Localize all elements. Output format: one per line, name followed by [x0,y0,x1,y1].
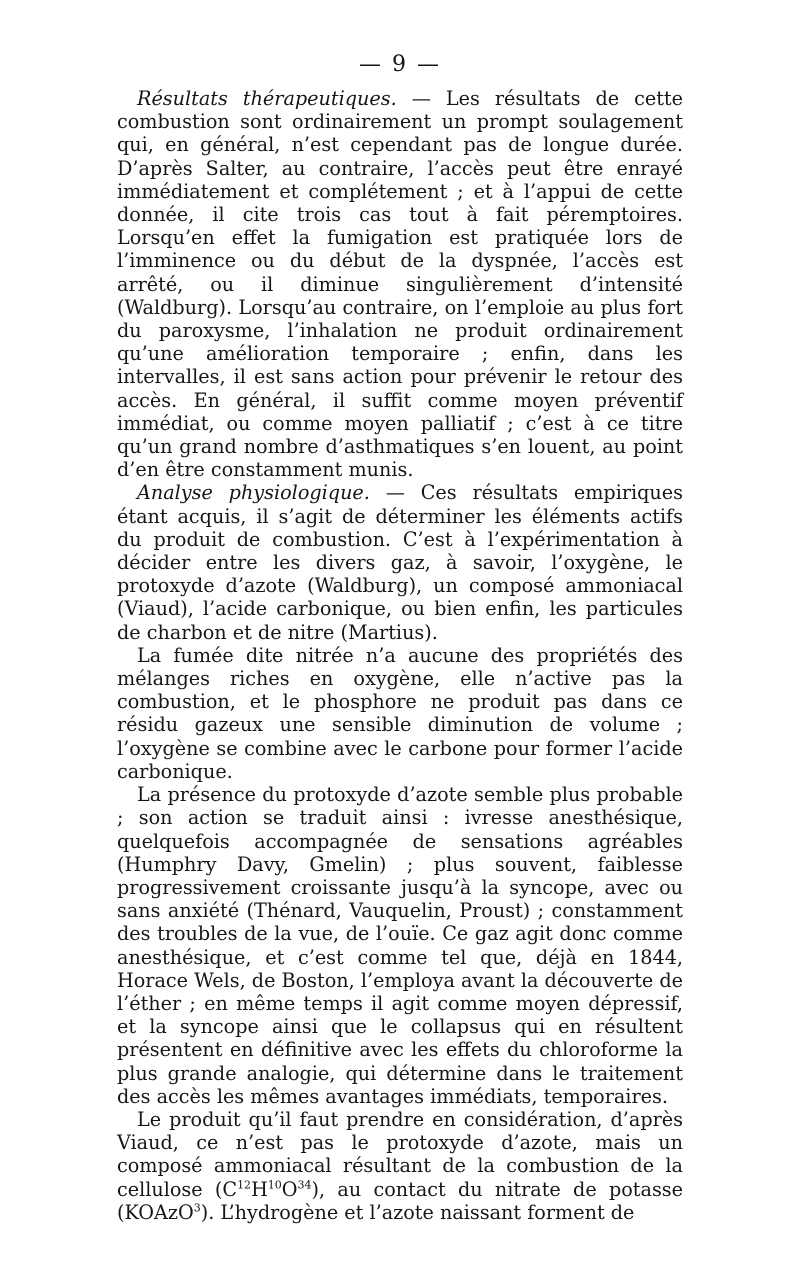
paragraph-text: ). L’hydrogène et l’azote naissant forment de [200,1200,635,1224]
paragraph-text: — Les résultats de cette combustion sont ordinairement un prompt soulagement qui, en général, n’est cependant pas de longue durée. D’après Salter, au contraire, l’accès peut être enrayé immédiatement et complétement ; et à l’appui de cette donnée, il cite trois cas tout à fait péremptoires. Lorsqu’en effet la fumigation est pratiquée lors de l’imminence ou du début de la dyspnée, l’accès est arrêté, ou il diminue singulièrement d’intensité (Waldburg). Lorsqu’au contraire, on l’emploie au plus fort du paroxysme, l’inhalation ne produit ordinairement qu’une amélioration temporaire ; enfin, dans les intervalles, il est sans action pour prévenir le retour des accès. En général, il suffit comme moyen préventif immédiat, ou comme moyen palliatif ; c’est à ce titre qu’un grand nombre d’asthmatiques s’en louent, au point d’en être constamment munis. [117,87,683,482]
section-heading-therapeutic-results: Résultats thérapeutiques. [137,87,397,110]
paragraph-text: La fumée dite nitrée n’a aucune des propriétés des mélanges riches en oxygène, elle n’active pas la combustion, et le phosphore ne produit pas dans ce résidu gazeux une sensible diminution de volume ; l’oxygène se combine avec le carbone pour former l’acide carbonique. [117,643,683,783]
paragraph-nitrous-oxide [117,783,683,1108]
paragraph-therapeutic-results [117,87,683,481]
paragraph-ammoniacal-compound [117,1108,683,1224]
paragraph-physiological-analysis [117,481,683,643]
formula-superscript: 3 [193,1201,201,1215]
formula-superscript: 12 [237,1178,252,1192]
page-number: — 9 — [359,52,441,77]
formula-text: O [281,1177,298,1201]
formula-text: H [251,1177,268,1201]
formula-superscript: 34 [297,1178,312,1192]
formula-superscript: 10 [267,1178,282,1192]
document-page [117,52,683,1224]
paragraph-text: La présence du protoxyde d’azote semble plus probable ; son action se traduit ainsi : ivresse anesthésique, quelquefois accompagnée de sensations agréables (Humphry Davy, Gmelin) ; plus souvent, faiblesse progressivement croissante jusqu’à la syncope, avec ou sans anxiété (Thénard, Vauquelin, Proust) ; constamment des troubles de la vue, de l’ouïe. Ce gaz agit donc comme anesthésique, et c’est comme tel que, déjà en 1844, Horace Wels, de Boston, l’employa avant la découverte de l’éther ; en même temps il agit comme moyen dépressif, et la syncope ainsi que le collapsus qui en résultent présentent en définitive avec les effets du chloroforme la plus grande analogie, qui détermine dans le traitement des accès les mêmes avantages immédiats, temporaires. [117,783,684,1108]
paragraph-nitrous-smoke [117,644,683,783]
section-heading-physiological-analysis: Analyse physiologique. [137,481,370,505]
paragraph-text: ), au contact du nitrate de potasse (KOAzO [117,1177,683,1224]
paragraph-text: — Ces résultats empiriques étant acquis, il s’agit de déterminer les éléments actifs du produit de combustion. C’est à l’expérimentation à décider entre les divers gaz, à savoir, l’oxygène, le protoxyde d’azote (Waldburg), un composé ammoniacal (Viaud), l’acide carbonique, ou bien enfin, les particules de charbon et de nitre (Martius). [117,481,683,644]
paragraph-text: Le produit qu’il faut prendre en considération, d’après Viaud, ce n’est pas le protoxyde d’azote, mais un composé ammoniacal résultant de la combustion de la cellulose (C [117,1107,683,1201]
